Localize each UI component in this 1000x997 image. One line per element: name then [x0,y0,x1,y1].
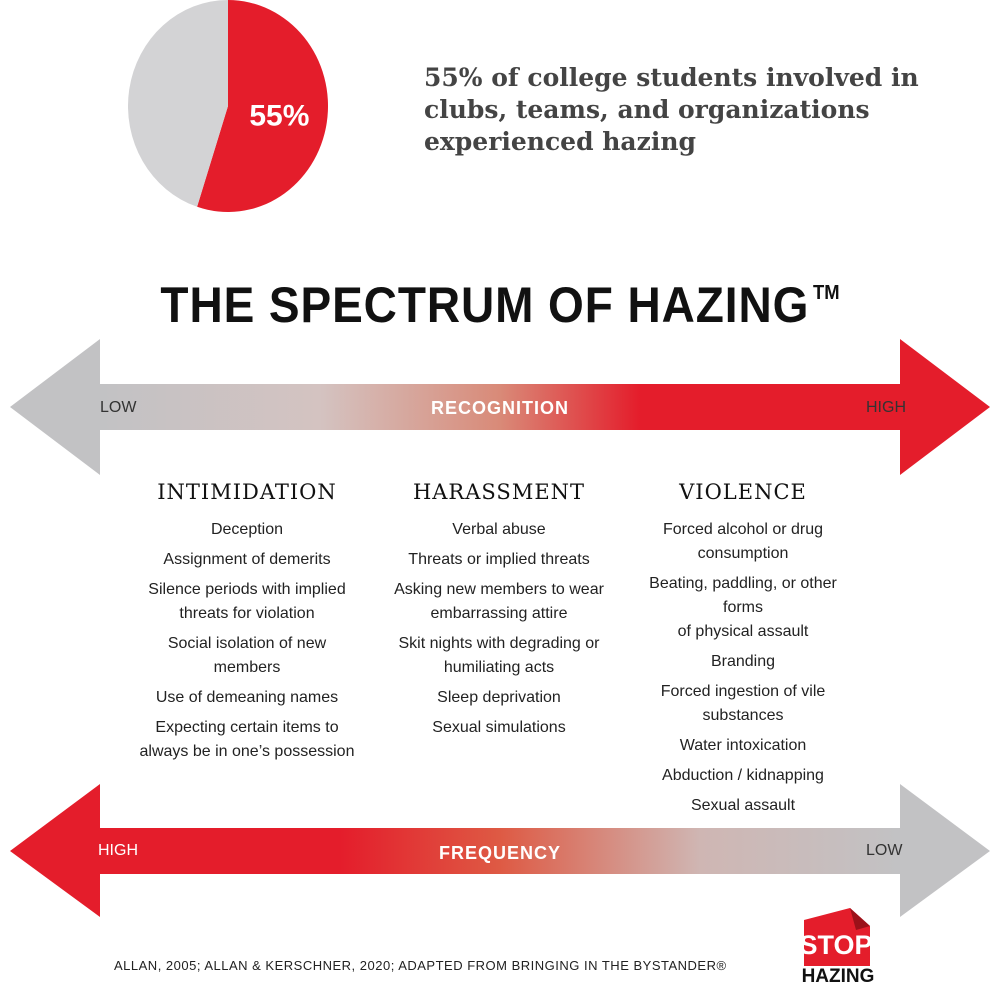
list-item: Water intoxication [679,737,807,754]
harassment-column [394,478,604,746]
pie-slice-label: 55% [249,99,310,133]
trademark-mark: TM [813,282,840,304]
frequency-low-label: LOW [866,842,903,859]
stat-line: 55% of college students involved in [424,63,919,92]
list-item: Forced ingestion of vile substances [660,683,826,724]
list-item: Forced alcohol or drug consumption [662,521,824,562]
citation: ALLAN, 2005; ALLAN & KERSCHNER, 2020; ADAPTED FROM BRINGING IN THE BYSTANDER® [114,958,727,973]
violence-column [630,478,856,824]
list-item: Use of demeaning names [155,689,339,706]
list-item: Skit nights with degrading or humiliating acts [398,635,600,676]
logo-stop-text: STOP [799,930,873,960]
harassment-list [394,518,604,740]
stat-line: experienced hazing [424,127,696,156]
list-item: Branding [710,653,776,670]
list-item: Threats or implied threats [408,551,590,568]
page-title [40,276,960,334]
list-item: Sexual assault [690,797,796,814]
list-item: Deception [210,521,284,538]
title-text: THE SPECTRUM OF HAZING [160,277,810,333]
stop-hazing-logo-icon [798,908,882,988]
list-item: Abduction / kidnapping [662,767,824,784]
list-item: Silence periods with implied threats for violation [148,581,346,622]
column-heading: HARASSMENT [412,480,586,504]
list-item: Sexual simulations [432,719,566,736]
intimidation-column [138,478,356,770]
recognition-high-label: HIGH [866,399,906,416]
list-item: Sleep deprivation [437,689,561,706]
column-heading: INTIMIDATION [157,480,337,504]
violence-list [630,518,856,818]
pie-chart [128,0,328,212]
list-item: Verbal abuse [452,521,546,538]
list-item: Beating, paddling, or other forms of physical assault [649,575,837,640]
list-item: Expecting certain items to always be in one’s possession [139,719,355,760]
list-item: Asking new members to wear embarrassing attire [394,581,604,622]
column-heading: VIOLENCE [679,480,807,504]
intimidation-list [138,518,356,764]
list-item: Assignment of demerits [163,551,331,568]
frequency-high-label: HIGH [98,842,138,859]
stat-caption [424,62,964,158]
list-item: Social isolation of new members [167,635,327,676]
frequency-label: FREQUENCY [438,843,561,863]
recognition-low-label: LOW [100,399,137,416]
logo-hazing-text: HAZING [801,966,875,987]
stat-line: clubs, teams, and organizations [424,95,870,124]
recognition-label: RECOGNITION [430,398,569,418]
